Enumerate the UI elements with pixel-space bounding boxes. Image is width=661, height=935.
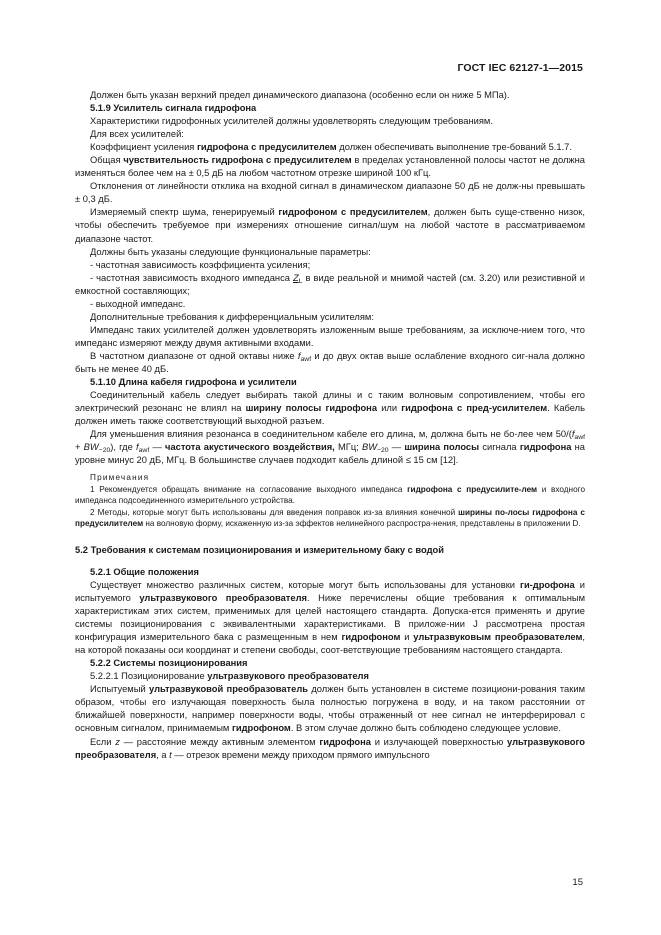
list-item-gain-frequency: - частотная зависимость коэффициента усиления; [90, 259, 311, 270]
term-hydrophone-preamp: гидрофона с предусилителем [196, 142, 337, 153]
symbol-bw: BW [362, 442, 378, 453]
text-run: в виде реальной и мнимой частей (см. 3.20) или резистивной и емкостной составляющих; [75, 272, 585, 296]
notes-title: Примечания [90, 473, 150, 483]
text-run: , а [156, 749, 170, 760]
heading-5-2-2-1 [75, 670, 585, 683]
paragraph-linearity: Отклонения от линейности отклика на входной сигнал в динамическом диапазоне 50 дБ не долж-ны превышать ± 0,3 дБ. [75, 181, 585, 205]
text-run: и испытуемого [75, 579, 585, 603]
text-run: ), где [110, 442, 137, 453]
note-2 [75, 507, 585, 530]
text-run: Испытуемый [90, 684, 150, 695]
text-run: должен быть установлен в системе позициони-рования таким образом, чтобы его излучающая поверхность была полностью погружена в воду, и на таком расстоянии от ближайшей поверхности, например поверхности воды, чтобы отраженный от нее сигнал не интерферировал с основным сигналом, принимаемым [75, 684, 585, 734]
text-run: 5.2.2.1 Позиционирование [90, 671, 208, 682]
text-run: Если [90, 736, 116, 747]
heading-5-2: 5.2 Требования к системам позиционирования и измерительному баку с водой [75, 544, 445, 555]
heading-5-2-2: 5.2.2 Системы позиционирования [90, 658, 248, 669]
text-run: , должен быть суще-ственно низок, чтобы обеспечить требуемое при измерениях отношение сигнал/шум на любой частоте в рассматриваемом диапазоне частот. [75, 207, 585, 244]
term-hydrophone: гидрофона [519, 442, 572, 453]
paragraph-sensitivity [75, 154, 585, 180]
subscript-awf: awf [300, 355, 312, 363]
text-run: Соединительный кабель следует выбирать такой длины и с таким волновым сопротивлением, чтобы его электрический резонанс не влиял на [75, 390, 585, 414]
text-run: - частотная зависимость входного импеданса [90, 272, 293, 283]
text-run: на уровне минус 20 дБ, МГц. В большинстве случаев подходит кабель длиной ≤ 15 см [12]. [75, 442, 586, 466]
text-run: и до двух октав выше ослабление входного сиг-нала должно быть не менее 40 дБ. [75, 350, 585, 374]
text-run: , на которой показаны оси координат и степени свободы, соот-ветствующие требованиям настоящего стандарта. [75, 632, 585, 656]
text-run: 2 Методы, которые могут быть использованы для введения поправок из-за влияния конечной [90, 507, 459, 517]
text-run: сигнала [479, 442, 520, 453]
symbol-t: t [169, 749, 172, 760]
note-1 [75, 484, 585, 507]
term-bandwidth: ширину полосы гидрофона [245, 403, 378, 414]
text-run: . Кабель должен иметь также соответствующий выходной разъем. [75, 403, 585, 427]
paragraph-positioning-systems [75, 579, 585, 657]
subscript-awf: awf [574, 434, 585, 442]
term-acoustic-frequency: частота акустического воздействия, [165, 442, 335, 453]
symbol-f: f [571, 429, 575, 440]
text-run: Общая [90, 155, 124, 166]
text-run: МГц; [334, 442, 362, 453]
paragraph-amp-characteristics: Характеристики гидрофонных усилителей должны удовлетворять следующим требованиям. [90, 116, 493, 127]
term-ultrasonic-transducer: ультразвукового преобразователя [207, 671, 369, 682]
symbol-z: Z [293, 272, 299, 283]
term-ultrasonic-transducer: ультразвуковым преобразователем [413, 632, 583, 643]
subscript-l: L [298, 277, 303, 285]
paragraph-differential-impedance: Импеданс таких усилителей должен удовлетворять изложенным выше требованиям, за исключе-нием того, что импеданс измеряют между двумя активными входами. [75, 324, 585, 348]
text-run: в пределах установленной полосы частот не должна изменяться более чем на ± 0,5 дБ на любом частотном отрезке шириной 100 кГц. [75, 155, 585, 179]
subscript-awf: awf [138, 447, 150, 455]
heading-5-1-9: 5.1.9 Усилитель сигнала гидрофона [90, 103, 257, 114]
text-run: и [400, 632, 414, 643]
term-hydrophone-preamp: гидрофона с пред-усилителем [401, 403, 548, 414]
text-run: — отрезок времени между приходом прямого импульсного [171, 749, 430, 760]
paragraph-all-amps: Для всех усилителей: [90, 129, 184, 140]
symbol-z: z [115, 736, 120, 747]
text-run: Измеряемый спектр шума, генерируемый [90, 207, 279, 218]
paragraph-cable [75, 389, 585, 428]
paragraph-distance-condition [75, 736, 585, 762]
term-hydrophone-preamp: гидрофоном с предусилителем [278, 207, 428, 218]
subscript-minus-20: −20 [98, 447, 111, 455]
term-hydrophone: гидрофона [319, 736, 371, 747]
text-run: Коэффициент усиления [90, 142, 197, 153]
term-bandwidth-preamp: ширины по-лосы гидрофона с предусилителем [75, 507, 585, 529]
text-run: Существует множество различных систем, которые могут быть использованы для установки [90, 579, 521, 590]
text-run: на волновую форму, искаженную из-за эффектов нелинейного распростра-нения, представлены в приложении D. [143, 519, 581, 529]
term-hydrophone: гидрофоном [341, 632, 401, 643]
paragraph-transducer-mounting [75, 683, 585, 735]
list-item-input-impedance [75, 272, 585, 298]
subscript-minus-20: −20 [377, 447, 389, 455]
symbol-f: f [136, 442, 139, 453]
paragraph-differential: Дополнительные требования к дифференциальным усилителям: [90, 311, 374, 322]
text-run: 1 Рекомендуется обращать внимание на согласование выходного импеданса [90, 484, 408, 494]
term-ultrasonic-transducer: ультразвукового преобразователя [75, 736, 585, 760]
paragraph-cable-length [75, 428, 585, 467]
page-number: 15 [572, 877, 583, 888]
text-run: В частотном диапазоне от одной октавы ниже [90, 350, 298, 361]
standard-code-header: ГОСТ IEC 62127-1—2015 [457, 62, 583, 74]
term-hydrophone: гидрофоном [231, 723, 291, 734]
term-hydrophone-preamp: гидрофона с предусилите-лем [407, 484, 538, 494]
term-ultrasonic-transducer: ультразвуковой преобразователь [149, 684, 308, 695]
text-run: Для уменьшения влияния резонанса в соединительном кабеле его длина, м, должна быть не бо-лее чем 50/( [90, 429, 572, 440]
heading-5-1-10: 5.1.10 Длина кабеля гидрофона и усилители [90, 377, 297, 388]
paragraph-gain [75, 141, 585, 154]
paragraph-functional-params: Должны быть указаны следующие функциональные параметры: [90, 246, 371, 257]
text-run: или [377, 403, 402, 414]
text-run: — [149, 442, 166, 453]
paragraph-dynamic-range: Должен быть указан верхний предел динамического диапазона (особенно если он ниже 5 МПа). [90, 90, 510, 100]
text-run: и излучающей поверхностью [370, 736, 508, 747]
list-item-output-impedance: - выходной импеданс. [90, 298, 186, 309]
text-run: . В этом случае должно быть соблюдено следующее условие. [290, 723, 561, 734]
text-run: — [388, 442, 405, 453]
term-sensitivity: чувствительность гидрофона с предусилителем [123, 155, 352, 166]
notes-block [75, 472, 585, 530]
symbol-f: f [297, 350, 301, 361]
heading-5-2-1: 5.2.1 Общие положения [90, 566, 199, 577]
paragraph-octave [75, 350, 585, 376]
symbol-bw: BW [83, 442, 99, 453]
document-body [75, 89, 585, 762]
term-bandwidth: ширина полосы [404, 442, 480, 453]
text-run: + [75, 442, 84, 453]
text-run: — расстояние между активным элементом [119, 736, 320, 747]
text-run: и входного импеданса подсоединенного измерительного устройства. [75, 484, 585, 506]
paragraph-noise [75, 206, 585, 245]
text-run: должен обеспечивать выполнение тре-бований 5.1.7. [336, 142, 572, 153]
term-hydrophone: ги-дрофона [520, 579, 575, 590]
term-ultrasonic-transducer: ультразвукового преобразователя [139, 593, 307, 603]
text-run: . Ниже перечислены общие требования к оптимальным характеристикам этих систем, применимых для целей настоящего стандарта. Допуска-ется применять и другие системы позиционирования с эквивалентными характеристиками. В приложе-нии J рассмотрена простая конфигурация измерительного бака с размещенным в нем [75, 593, 586, 643]
